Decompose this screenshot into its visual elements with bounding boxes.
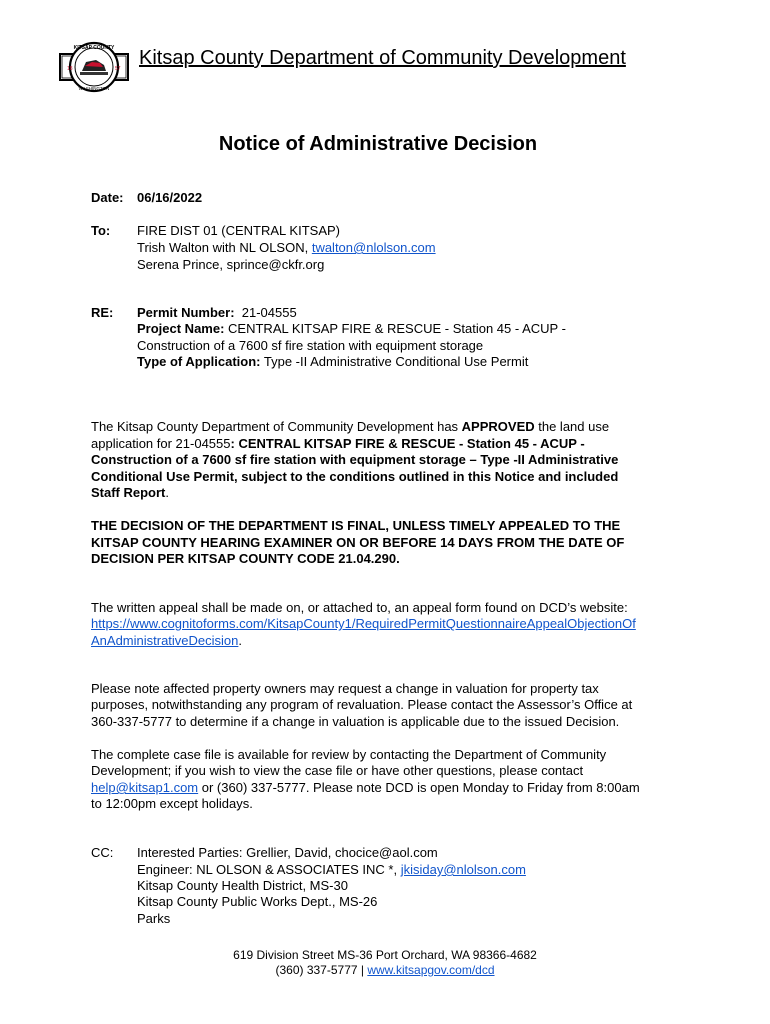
case-file-line-1: The complete case file is available for review by contacting the Department of Community <box>91 747 607 762</box>
appeal-link-line-2: AnAdministrativeDecision. <box>91 633 243 648</box>
cc-line-2: Engineer: NL OLSON & ASSOCIATES INC *, jkisiday@nlolson.com <box>137 862 526 877</box>
approval-line-1: The Kitsap County Department of Community Development has APPROVED the land use <box>91 419 610 434</box>
footer-address: 619 Division Street MS-36 Port Orchard, WA 98366-4682 <box>233 948 537 962</box>
appeal-form-link[interactable]: https://www.cognitoforms.com/KitsapCounty1/RequiredPermitQuestionnaireAppealObjectionOf <box>91 616 636 631</box>
engineer-email-link[interactable]: jkisiday@nlolson.com <box>400 862 526 877</box>
application-type: Type of Application: Type -II Administrative Conditional Use Permit <box>137 354 529 369</box>
to-line-1: FIRE DIST 01 (CENTRAL KITSAP) <box>137 223 340 238</box>
cc-line-1: Interested Parties: Grellier, David, chocice@aol.com <box>137 845 438 860</box>
to-line-3: Serena Prince, sprince@ckfr.org <box>137 257 325 272</box>
to-email-link[interactable]: twalton@nlolson.com <box>311 240 436 255</box>
cc-line-5: Parks <box>137 911 171 926</box>
project-name: Project Name: CENTRAL KITSAP FIRE & RESCUE - Station 45 - ACUP - <box>137 321 566 336</box>
case-file-line-4: to 12:00pm except holidays. <box>91 796 253 811</box>
help-email-link[interactable]: help@kitsap1.com <box>91 780 199 795</box>
footer-contact: (360) 337-5777 | www.kitsapgov.com/dcd <box>275 963 495 977</box>
cc-line-4: Kitsap County Public Works Dept., MS-26 <box>137 894 378 909</box>
approval-line-5: Staff Report. <box>91 485 170 500</box>
re-label: RE: <box>91 305 114 320</box>
seal-year-left: 18 <box>67 66 73 72</box>
appeal-link-line-1 <box>91 616 636 633</box>
to-label: To: <box>91 223 111 238</box>
case-file-line-2: Development; if you wish to view the case file or have other questions, please contact <box>91 763 584 778</box>
department-title: Kitsap County Department of Community Development <box>139 47 626 69</box>
final-notice-line-3: DECISION PER KITSAP COUNTY CODE 21.04.290. <box>91 551 400 566</box>
valuation-line-3: 360-337-5777 to determine if a change in valuation is applicable due to the issued Decision. <box>91 714 620 729</box>
footer-website-link[interactable]: www.kitsapgov.com/dcd <box>367 963 495 977</box>
seal-bottom-text: WASHINGTON <box>78 86 110 91</box>
approval-line-2: application for 21-04555: CENTRAL KITSAP FIRE & RESCUE - Station 45 - ACUP - <box>91 436 585 451</box>
final-notice-line-1: THE DECISION OF THE DEPARTMENT IS FINAL, UNLESS TIMELY APPEALED TO THE <box>91 518 621 533</box>
cc-line-3: Kitsap County Health District, MS-30 <box>137 878 348 893</box>
date-label: Date: <box>91 190 124 205</box>
notice-title: Notice of Administrative Decision <box>218 133 538 155</box>
kitsap-county-seal-logo <box>56 38 132 96</box>
permit-number: Permit Number: 21-04555 <box>137 305 297 320</box>
seal-year-right: 57 <box>115 66 121 72</box>
appeal-form-link-cont[interactable]: AnAdministrativeDecision <box>91 633 239 648</box>
final-notice-line-2: KITSAP COUNTY HEARING EXAMINER ON OR BEFORE 14 DAYS FROM THE DATE OF <box>91 535 625 550</box>
cc-label: CC: <box>91 845 114 860</box>
date-value: 06/16/2022 <box>137 190 203 205</box>
case-file-line-3: help@kitsap1.com or (360) 337-5777. Please note DCD is open Monday to Friday from 8:00am <box>91 780 640 795</box>
valuation-line-1: Please note affected property owners may request a change in valuation for property tax <box>91 681 599 696</box>
appeal-line-1: The written appeal shall be made on, or attached to, an appeal form found on DCD’s website: <box>91 600 628 615</box>
valuation-line-2: purposes, notwithstanding any program of revaluation. Please contact the Assessor’s Office at <box>91 697 633 712</box>
approval-line-4: Conditional Use Permit, subject to the conditions outlined in this Notice and included <box>91 469 619 484</box>
project-name-cont: Construction of a 7600 sf fire station with equipment storage <box>137 338 484 353</box>
to-line-2: Trish Walton with NL OLSON, twalton@nlolson.com <box>137 240 436 255</box>
seal-top-text: KITSAP COUNTY <box>73 45 115 51</box>
approval-line-3: Construction of a 7600 sf fire station with equipment storage – Type -II Administrative <box>91 452 619 467</box>
